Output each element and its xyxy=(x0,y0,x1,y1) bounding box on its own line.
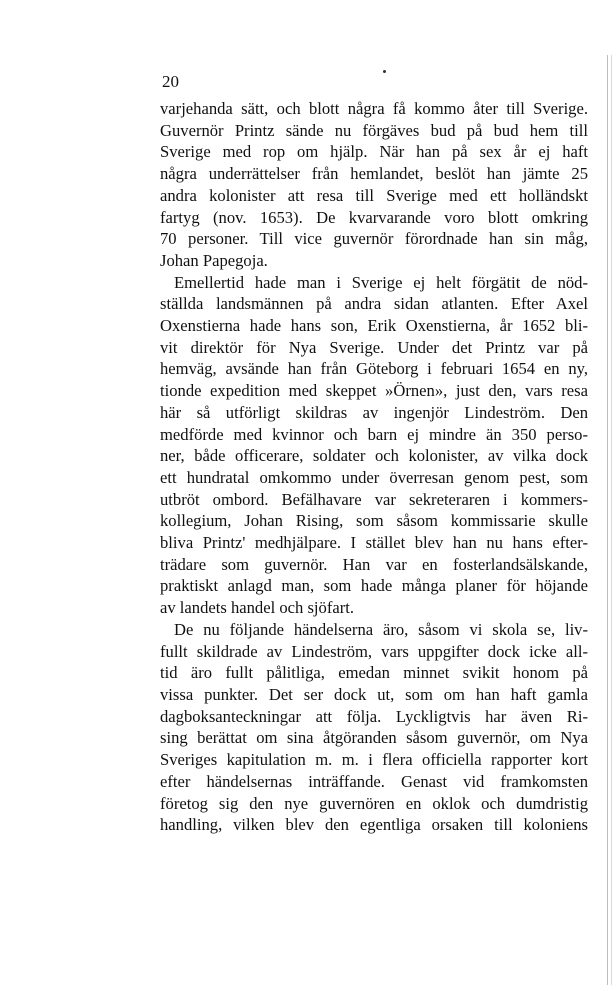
text-line: De nu följande händelserna äro, såsom vi skola se, liv- xyxy=(174,619,588,639)
page-number: 20 xyxy=(162,72,179,91)
text-line: av landets handel och sjöfart. xyxy=(160,598,354,618)
text-line: praktiskt anlagd man, som hade många planer för höjande xyxy=(160,576,588,596)
text-line: Sverige med rop om hjälp. När han på sex år ej haft xyxy=(160,142,588,162)
text-line: fullt skildrade av Lindeström, vars uppgifter dock icke all- xyxy=(160,641,588,661)
text-line: fartyg (nov. 1653). De kvarvarande voro blott omkring xyxy=(160,207,588,227)
text-line: tionde expedition med skeppet »Örnen», just den, vars resa xyxy=(160,381,588,401)
text-line: kollegium, Johan Rising, som såsom kommissarie skulle xyxy=(160,511,588,531)
text-line: företog sig den nye guvernören en oklok och dumdristig xyxy=(160,793,588,813)
text-line: ner, både officerare, soldater och kolonister, av vilka dock xyxy=(160,446,588,466)
text-line: efter händelsernas inträffande. Genast vid framkomsten xyxy=(160,771,588,791)
body-text xyxy=(160,98,588,836)
text-line: hemväg, avsände han från Göteborg i februari 1654 en ny, xyxy=(160,359,588,379)
ink-speck xyxy=(383,70,386,73)
text-line: dagboksanteckningar att följa. Lyckligtvis har även Ri- xyxy=(160,706,588,726)
paragraph-3 xyxy=(160,619,588,836)
text-line: handling, vilken blev den egentliga orsaken till koloniens xyxy=(160,815,588,835)
text-line: bliva Printz' medhjälpare. I stället blev han nu hans efter- xyxy=(160,533,588,553)
text-line: ställda landsmännen på andra sidan atlanten. Efter Axel xyxy=(160,294,588,314)
text-line: Emellertid hade man i Sverige ej helt förgätit de nöd- xyxy=(174,272,588,292)
text-line: Guvernör Printz sände nu förgäves bud på bud hem till xyxy=(160,120,588,140)
text-line: utbröt ombord. Befälhavare var sekreteraren i kommers- xyxy=(160,489,588,509)
text-line: vit direktör för Nya Sverige. Under det Printz var på xyxy=(160,337,588,357)
text-line: Oxenstierna hade hans son, Erik Oxenstierna, år 1652 bli- xyxy=(160,316,588,336)
paragraph-1 xyxy=(160,98,588,272)
text-line: trädare som guvernör. Han var en fosterlandsälskande, xyxy=(160,554,588,574)
text-line: tid äro fullt pålitliga, emedan minnet svikit honom på xyxy=(160,663,588,683)
paragraph-2 xyxy=(160,272,588,619)
page-edge-line xyxy=(607,55,608,985)
text-line: vissa punkter. Det ser dock ut, som om han haft gamla xyxy=(160,684,588,704)
text-line: några underrättelser från hemlandet, beslöt han jämte 25 xyxy=(160,164,588,184)
text-line: Sveriges kapitulation m. m. i flera officiella rapporter kort xyxy=(160,750,588,770)
text-line: sing berättat om sina åtgöranden såsom guvernör, om Nya xyxy=(160,728,588,748)
text-line: andra kolonister att resa till Sverige med ett holländskt xyxy=(160,185,588,205)
text-line: här så utförligt skildras av ingenjör Lindeström. Den xyxy=(160,402,588,422)
text-line: ett hundratal omkommo under överresan genom pest, som xyxy=(160,467,588,487)
page-edge-line-outer xyxy=(611,55,612,985)
text-line: 70 personer. Till vice guvernör förordnade han sin måg, xyxy=(160,229,588,249)
text-line: medförde med kvinnor och barn ej mindre än 350 perso- xyxy=(160,424,588,444)
text-line: varjehanda sätt, och blott några få kommo åter till Sverige. xyxy=(160,99,588,118)
text-line: Johan Papegoja. xyxy=(160,250,268,270)
